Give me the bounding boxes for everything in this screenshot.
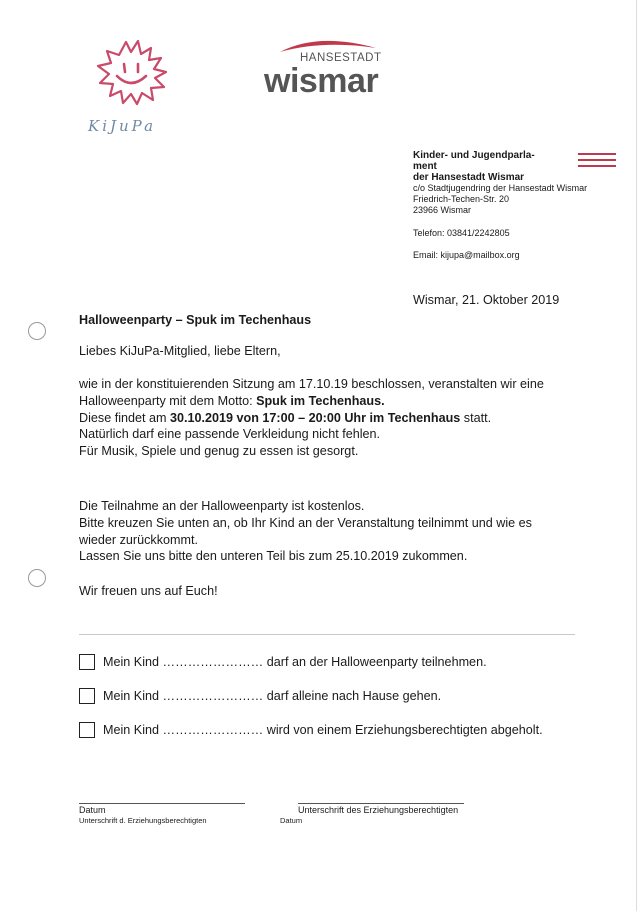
- page-edge: [636, 0, 637, 911]
- date-label-left: Datum: [79, 805, 106, 815]
- para2-line1: Die Teilnahme an der Halloweenparty ist kostenlos.: [79, 499, 365, 513]
- para1-line3: Diese findet am 30.10.2019 von 17:00 – 20:00 Uhr im Techenhaus statt.: [79, 410, 492, 425]
- hansestadt-label: HANSESTADT: [300, 52, 382, 64]
- signature-sub-left: Unterschrift d. Erziehungsberechtigten: [79, 816, 207, 825]
- checkbox-alone-home[interactable]: [79, 688, 95, 704]
- email-line: Email: kijupa@mailbox.org: [413, 250, 520, 260]
- signature-line-left: [79, 803, 245, 804]
- checkbox-picked-up[interactable]: [79, 722, 95, 738]
- checkbox-row-alone-home[interactable]: [79, 688, 441, 704]
- checkbox-label: Mein Kind …………………… wird von einem Erziehungsberechtigten abgeholt.: [103, 723, 543, 737]
- checkbox-participate[interactable]: [79, 654, 95, 670]
- org-line-2: ment: [413, 161, 437, 172]
- org-line-3: der Hansestadt Wismar: [413, 172, 525, 183]
- city-line: 23966 Wismar: [413, 205, 472, 215]
- kijupa-wordmark: KiJuPa: [88, 117, 157, 135]
- sun-logo-icon: [88, 36, 178, 108]
- punch-hole-icon: [28, 569, 46, 587]
- para2-line3: wieder zurückkommt.: [79, 532, 198, 547]
- checkbox-label: Mein Kind …………………… darf an der Halloweenparty teilnehmen.: [103, 655, 487, 669]
- street-line: Friedrich-Techen-Str. 20: [413, 194, 510, 204]
- para2-line4: Lassen Sie uns bitte den unteren Teil bis zum 25.10.2019 zukommen.: [79, 549, 468, 564]
- para1-line4: Natürlich darf eine passende Verkleidung nicht fehlen.: [79, 427, 381, 442]
- paragraph-instructions: [79, 498, 599, 565]
- cut-line: [79, 634, 575, 635]
- para1-line2: Halloweenparty mit dem Motto: Spuk im Techenhaus.: [79, 393, 385, 408]
- org-line-1: Kinder- und Jugendparla-: [413, 150, 535, 161]
- salutation: Liebes KiJuPa-Mitglied, liebe Eltern,: [79, 344, 281, 358]
- signature-line-right: [298, 803, 464, 804]
- closing: Wir freuen uns auf Euch!: [79, 584, 218, 598]
- punch-hole-icon: [28, 322, 46, 340]
- checkbox-row-participate[interactable]: [79, 654, 487, 670]
- date-sub-right: Datum: [280, 816, 303, 825]
- stripes-icon: [578, 153, 616, 167]
- wismar-logo: [262, 38, 392, 98]
- signature-label-right: Unterschrift des Erziehungsberechtigten: [298, 805, 459, 815]
- subject: Halloweenparty – Spuk im Techenhaus: [79, 313, 312, 327]
- para1-line1: wie in der konstituierenden Sitzung am 17.10.19 beschlossen, veranstalten wir eine: [79, 377, 544, 391]
- checkbox-label: Mein Kind …………………… darf alleine nach Hause gehen.: [103, 689, 442, 703]
- paragraph-invitation: [79, 376, 599, 460]
- para1-line5: Für Musik, Spiele und genug zu essen ist gesorgt.: [79, 444, 359, 459]
- co-line: c/o Stadtjugendring der Hansestadt Wismar: [413, 183, 588, 193]
- checkbox-row-picked-up[interactable]: [79, 722, 543, 738]
- wismar-label: wismar: [264, 62, 379, 100]
- para2-line2: Bitte kreuzen Sie unten an, ob Ihr Kind an der Veranstaltung teilnimmt und wie es: [79, 515, 532, 530]
- phone-line: Telefon: 03841/2242805: [413, 228, 510, 238]
- kijupa-logo: [88, 36, 178, 136]
- letter-date: Wismar, 21. Oktober 2019: [413, 293, 560, 307]
